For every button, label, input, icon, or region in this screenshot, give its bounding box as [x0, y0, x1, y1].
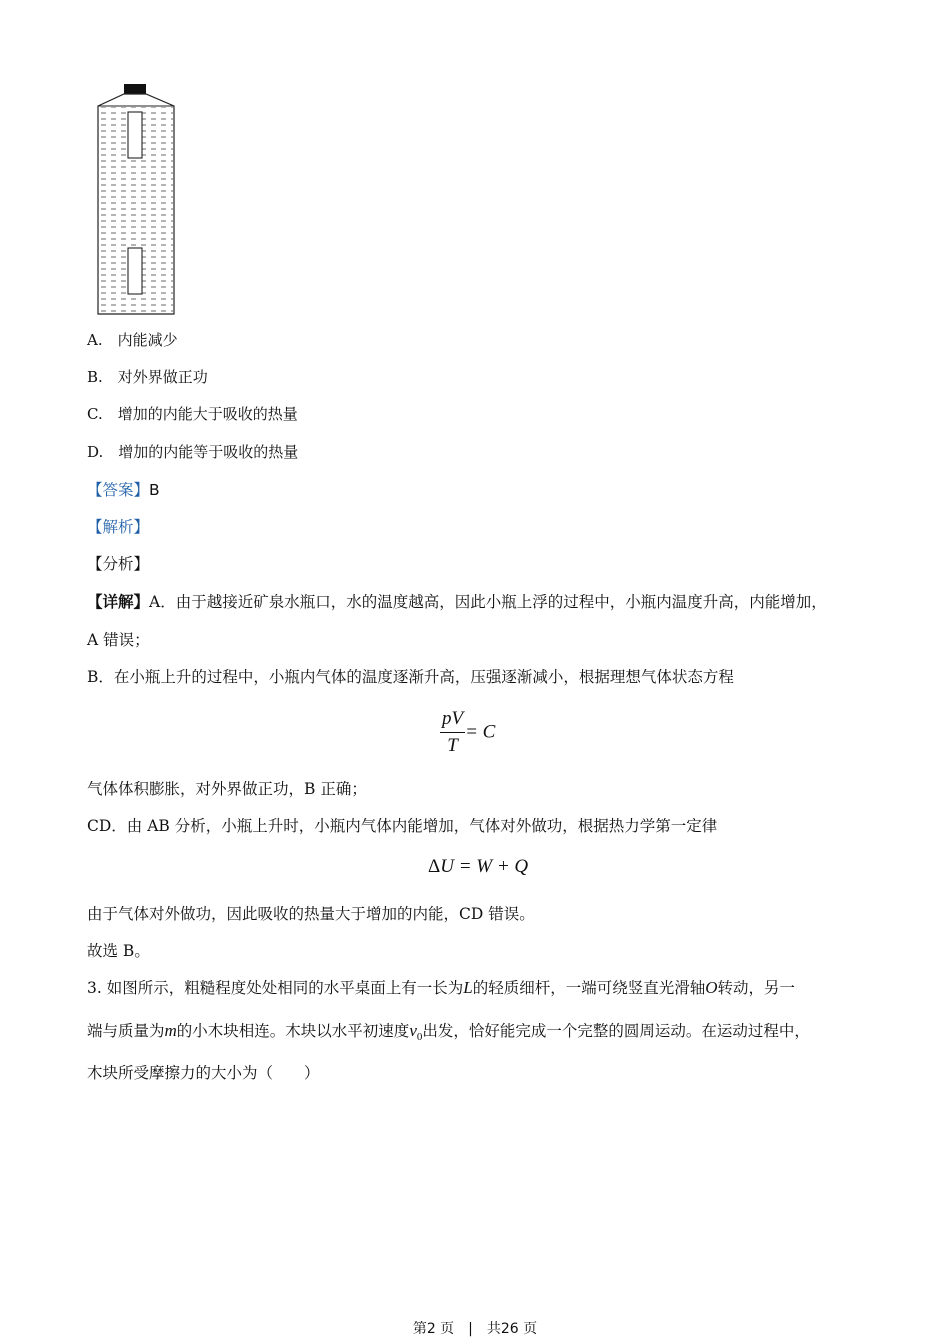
detail-cd-conclusion: 由于气体对外做功，因此吸收的热量大于增加的内能，CD 错误。	[87, 905, 535, 923]
q3-text: 的小木块相连。木块以水平初速度	[176, 1022, 410, 1040]
formula-fraction	[440, 708, 465, 757]
formula-delta: Δ	[428, 856, 441, 877]
option-d: D. 增加的内能等于吸收的热量	[87, 443, 299, 461]
bottle-cap	[124, 84, 146, 94]
q3-text: 转动，另一	[717, 979, 795, 997]
q3-line2	[87, 1020, 810, 1048]
detail-label: 【详解】	[87, 592, 150, 611]
q3-line3: 木块所受摩擦力的大小为（ ）	[87, 1064, 320, 1082]
answer-value: B	[149, 481, 160, 499]
option-b: B. 对外界做正功	[87, 368, 208, 386]
page-footer: 第2 页 | 共26 页	[412, 1321, 538, 1337]
option-a: A. 内能减少	[87, 331, 178, 349]
formula-first-law-text: U = W + Q	[440, 856, 529, 877]
detail-choose: 故选 B。	[87, 942, 150, 960]
detail-b-line: B．在小瓶上升的过程中，小瓶内气体的温度逐渐升高，压强逐渐减小，根据理想气体状态方程	[87, 668, 734, 686]
answer-label: 【答案】	[87, 481, 150, 499]
formula-rhs: = C	[465, 721, 496, 743]
detail-a-line1	[87, 591, 827, 613]
answer-line	[87, 479, 160, 501]
formula-numerator: pV	[440, 708, 465, 733]
small-vial-top	[128, 112, 142, 158]
formula-first-law	[428, 856, 528, 878]
q3-text: 3. 如图所示，粗糙程度处处相同的水平桌面上有一长为	[87, 979, 464, 997]
q3-text: 端与质量为	[87, 1022, 165, 1040]
q3-var-v: v	[409, 1021, 417, 1040]
q3-line1	[87, 977, 795, 999]
q3-var-O: O	[705, 978, 718, 997]
q3-var-L: L	[463, 978, 473, 997]
detail-b-conclusion: 气体体积膨胀，对外界做正功，B 正确；	[87, 780, 367, 798]
fenxi-label: 【分析】	[87, 555, 150, 573]
q3-var-m: m	[164, 1021, 177, 1040]
detail-cd-line: CD．由 AB 分析，小瓶上升时，小瓶内气体内能增加，气体对外做功，根据热力学第一定律	[87, 817, 718, 835]
analysis-label: 【解析】	[87, 518, 150, 536]
q3-text: 出发，恰好能完成一个完整的圆周运动。在运动过程中，	[422, 1022, 810, 1040]
detail-a-line2: A 错误；	[87, 631, 150, 649]
formula-denominator: T	[447, 735, 458, 756]
bottle-figure	[90, 80, 182, 320]
formula-ideal-gas	[440, 708, 495, 757]
detail-a-text: A．由于越接近矿泉水瓶口，水的温度越高，因此小瓶上浮的过程中，小瓶内温度升高，内能增加，	[149, 593, 827, 611]
option-c: C. 增加的内能大于吸收的热量	[87, 405, 298, 423]
q3-var-v-sub: 0	[416, 1031, 423, 1044]
q3-text: 的轻质细杆，一端可绕竖直光滑轴	[472, 979, 706, 997]
small-vial-bottom	[128, 248, 142, 294]
